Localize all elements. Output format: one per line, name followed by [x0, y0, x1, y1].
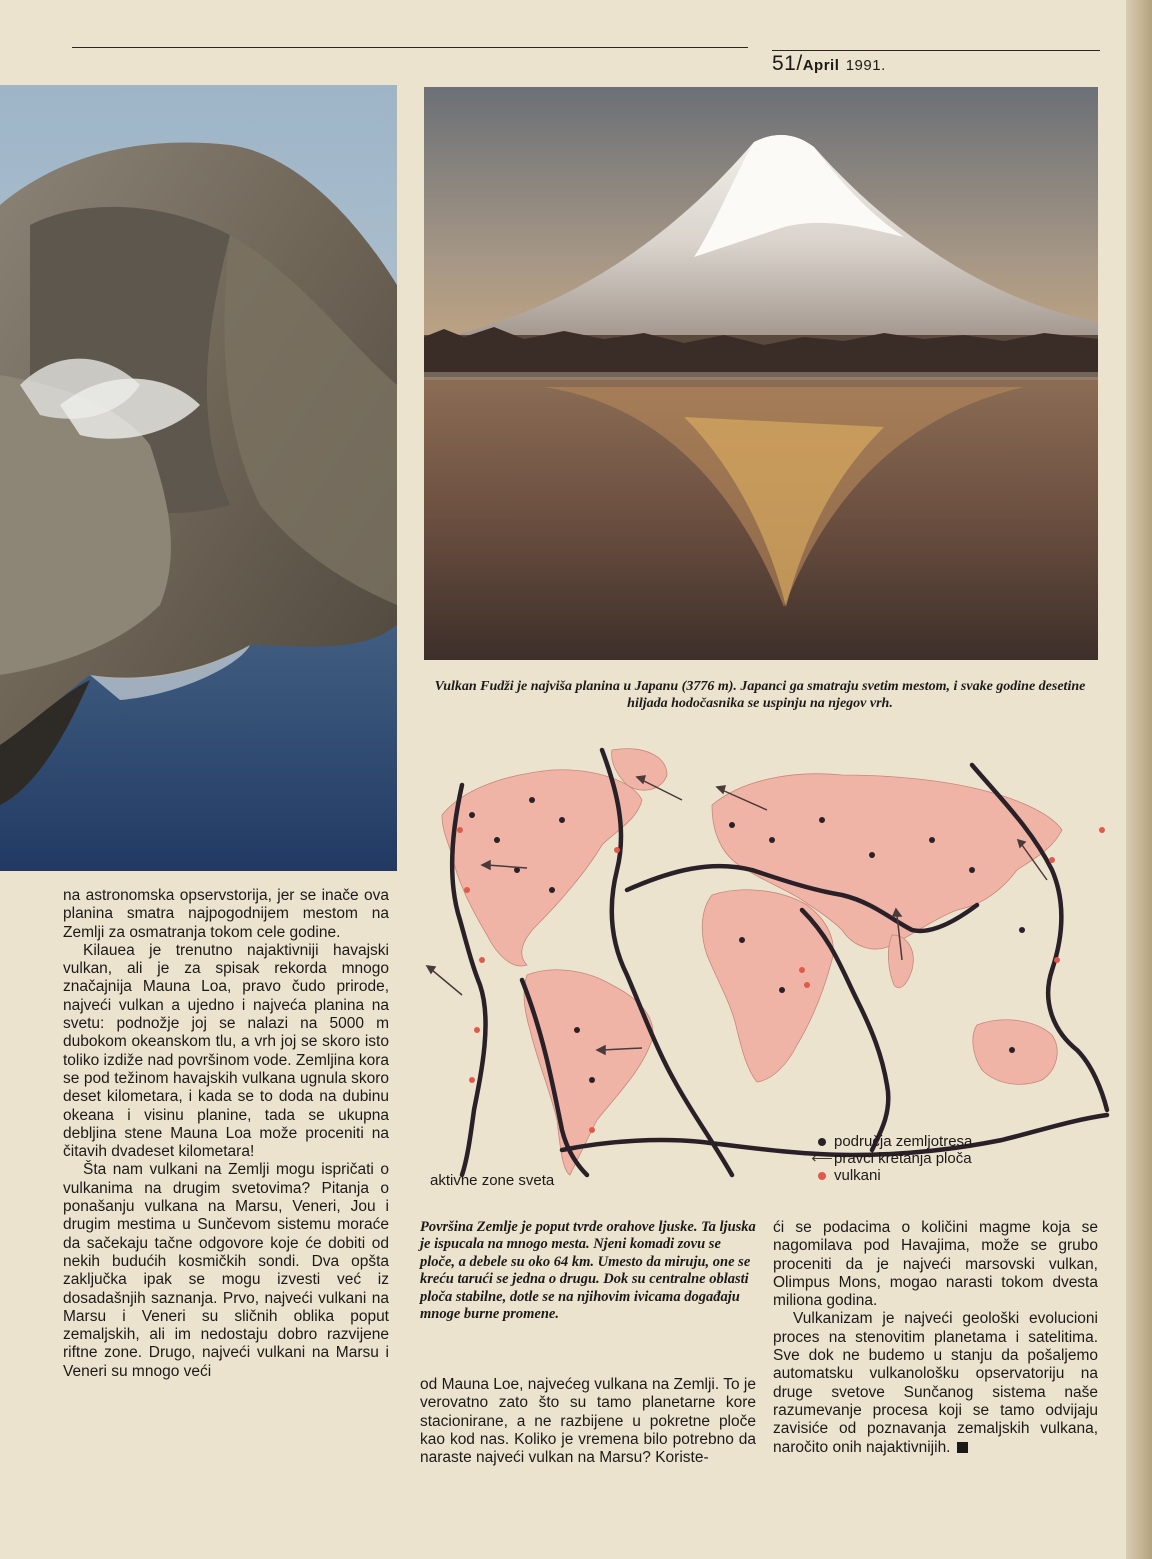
- article-column-left: [63, 887, 389, 1381]
- map-caption: Površina Zemlje je poput tvrde orahove ljuske. Ta ljuska je ispucala na mnogo mesta. Njeni komadi zovu se ploče, a debele su oko 64 km. Umesto da miruju, one se kreću tarući se jedna o drugu. Dok su centralne oblasti ploča stabilne, dotle se na njihovim ivicama događaju mnoge burne promene.: [420, 1219, 756, 1323]
- legend-label: vulkani: [834, 1167, 881, 1184]
- article-column-right: [773, 1219, 1098, 1457]
- africa-land: [702, 890, 833, 1082]
- legend-earthquake: [810, 1133, 972, 1150]
- fuji-caption: Vulkan Fudži je najviša planina u Japanu (3776 m). Japanci ga smatraju svetim mestom, i svake godine desetine hiljada hodočasnika se uspinju na njegov vrh.: [434, 679, 1086, 711]
- issue-month: April: [802, 57, 840, 74]
- issue-year: 1991.: [845, 57, 886, 74]
- paragraph: Kilauea je trenutno najaktivniji havajski vulkan, ali je za spisak rekorda mnogo značajnija Mauna Loa, pravo čudo prirode, najveći vulkan a ujedno i najveća planina na svetu: podnožje joj se nalazi na 5000 m dubokom okeanskom tlu, a vrh joj se skoro isto toliko izdiže nad površinom vode. Zemljina kora se pod težinom havajskih vulkana ugnula skoro deset kilometara, i kada se to doda na dubinu okeana i visinu planine, tada se ukupna debljina stene Mauna Loa može proceniti na čitavih dvadeset kilometara!: [63, 941, 389, 1161]
- legend-plate-motion: [810, 1150, 972, 1167]
- volcano-dot-icon: [818, 1172, 826, 1180]
- legend-label: pravci kretanja ploča: [834, 1150, 972, 1167]
- paragraph: [773, 1310, 1098, 1456]
- header-rule-left: [72, 47, 748, 48]
- end-of-article-mark: [957, 1442, 968, 1453]
- article-column-middle: [420, 1376, 756, 1467]
- map-title: aktivne zone sveta: [430, 1172, 555, 1189]
- map-legend: [810, 1133, 972, 1184]
- paragraph: od Mauna Loe, najvećeg vulkana na Zemlji. To je verovatno zato što su tamo planetarne kore stacionirane, a ne razbijene u pokretne ploče kao kod nas. Koliko je vremena bilo potrebno da naraste najveći vulkan na Marsu? Koriste-: [420, 1376, 756, 1467]
- page-number: 51/: [772, 52, 803, 75]
- arrow-left-icon: ⟵: [811, 1150, 833, 1167]
- paragraph-text: Vulkanizam je najveći geološki evolucioni proces na stenovitim planetama i satelitima. Sve dok ne budemo u stanju da pošaljemo automatsku vulkanološku opservatoriju na druge svetove Sunčanog sistema naše razumevanje procesa koji se tamo odvijaju zavisiće od poznavanja zemaljskih vulkana, naročito onih najaktivnijih.: [773, 1310, 1098, 1456]
- paragraph: na astronomska opservstorija, jer se inače ova planina smatra najpogodnijem mestom na Zemlji za osmatranja tokom cele godine.: [63, 887, 389, 941]
- australia-land: [973, 1020, 1057, 1085]
- mount-fuji-photo: [424, 87, 1098, 660]
- earthquake-dot-icon: [818, 1138, 826, 1146]
- legend-label: područja zemljotresa: [834, 1133, 973, 1150]
- legend-volcano: [810, 1167, 972, 1184]
- paragraph: Šta nam vulkani na Zemlji mogu ispričati o vulkanima na drugim svetovima? Pitanja o ponašanju vulkana na Marsu, Veneri, Jou i drugim mestima u Sunčevom sistemu moraće da sačekaju tačne odgovore koje će dobiti od nekih budućih kosmičkih sondi. Dva opšta zaključka ipak se mogu izvesti već iz dosadašnjih saznanja. Prvo, najveći vulkani na Marsu i Veneri su sličnih oblika poput zemaljskih, ali im nedostaju dobro razvijene riftne zone. Drugo, najveći vulkani na Marsu i Veneri su mnogo veći: [63, 1161, 389, 1380]
- volcano-crater-photo: [0, 85, 397, 871]
- paragraph: ći se podacima o količini magme koja se nagomilava pod Havajima, može se grubo proceniti da je najveći marsovski vulkan, Olimpus Mons, mogao narasti tokom dvesta miliona godina.: [773, 1219, 1098, 1310]
- active-zones-world-map: [412, 730, 1112, 1190]
- page-edge: [1126, 0, 1152, 1559]
- header-rule-right: [772, 50, 1100, 51]
- page-folio: [772, 52, 886, 76]
